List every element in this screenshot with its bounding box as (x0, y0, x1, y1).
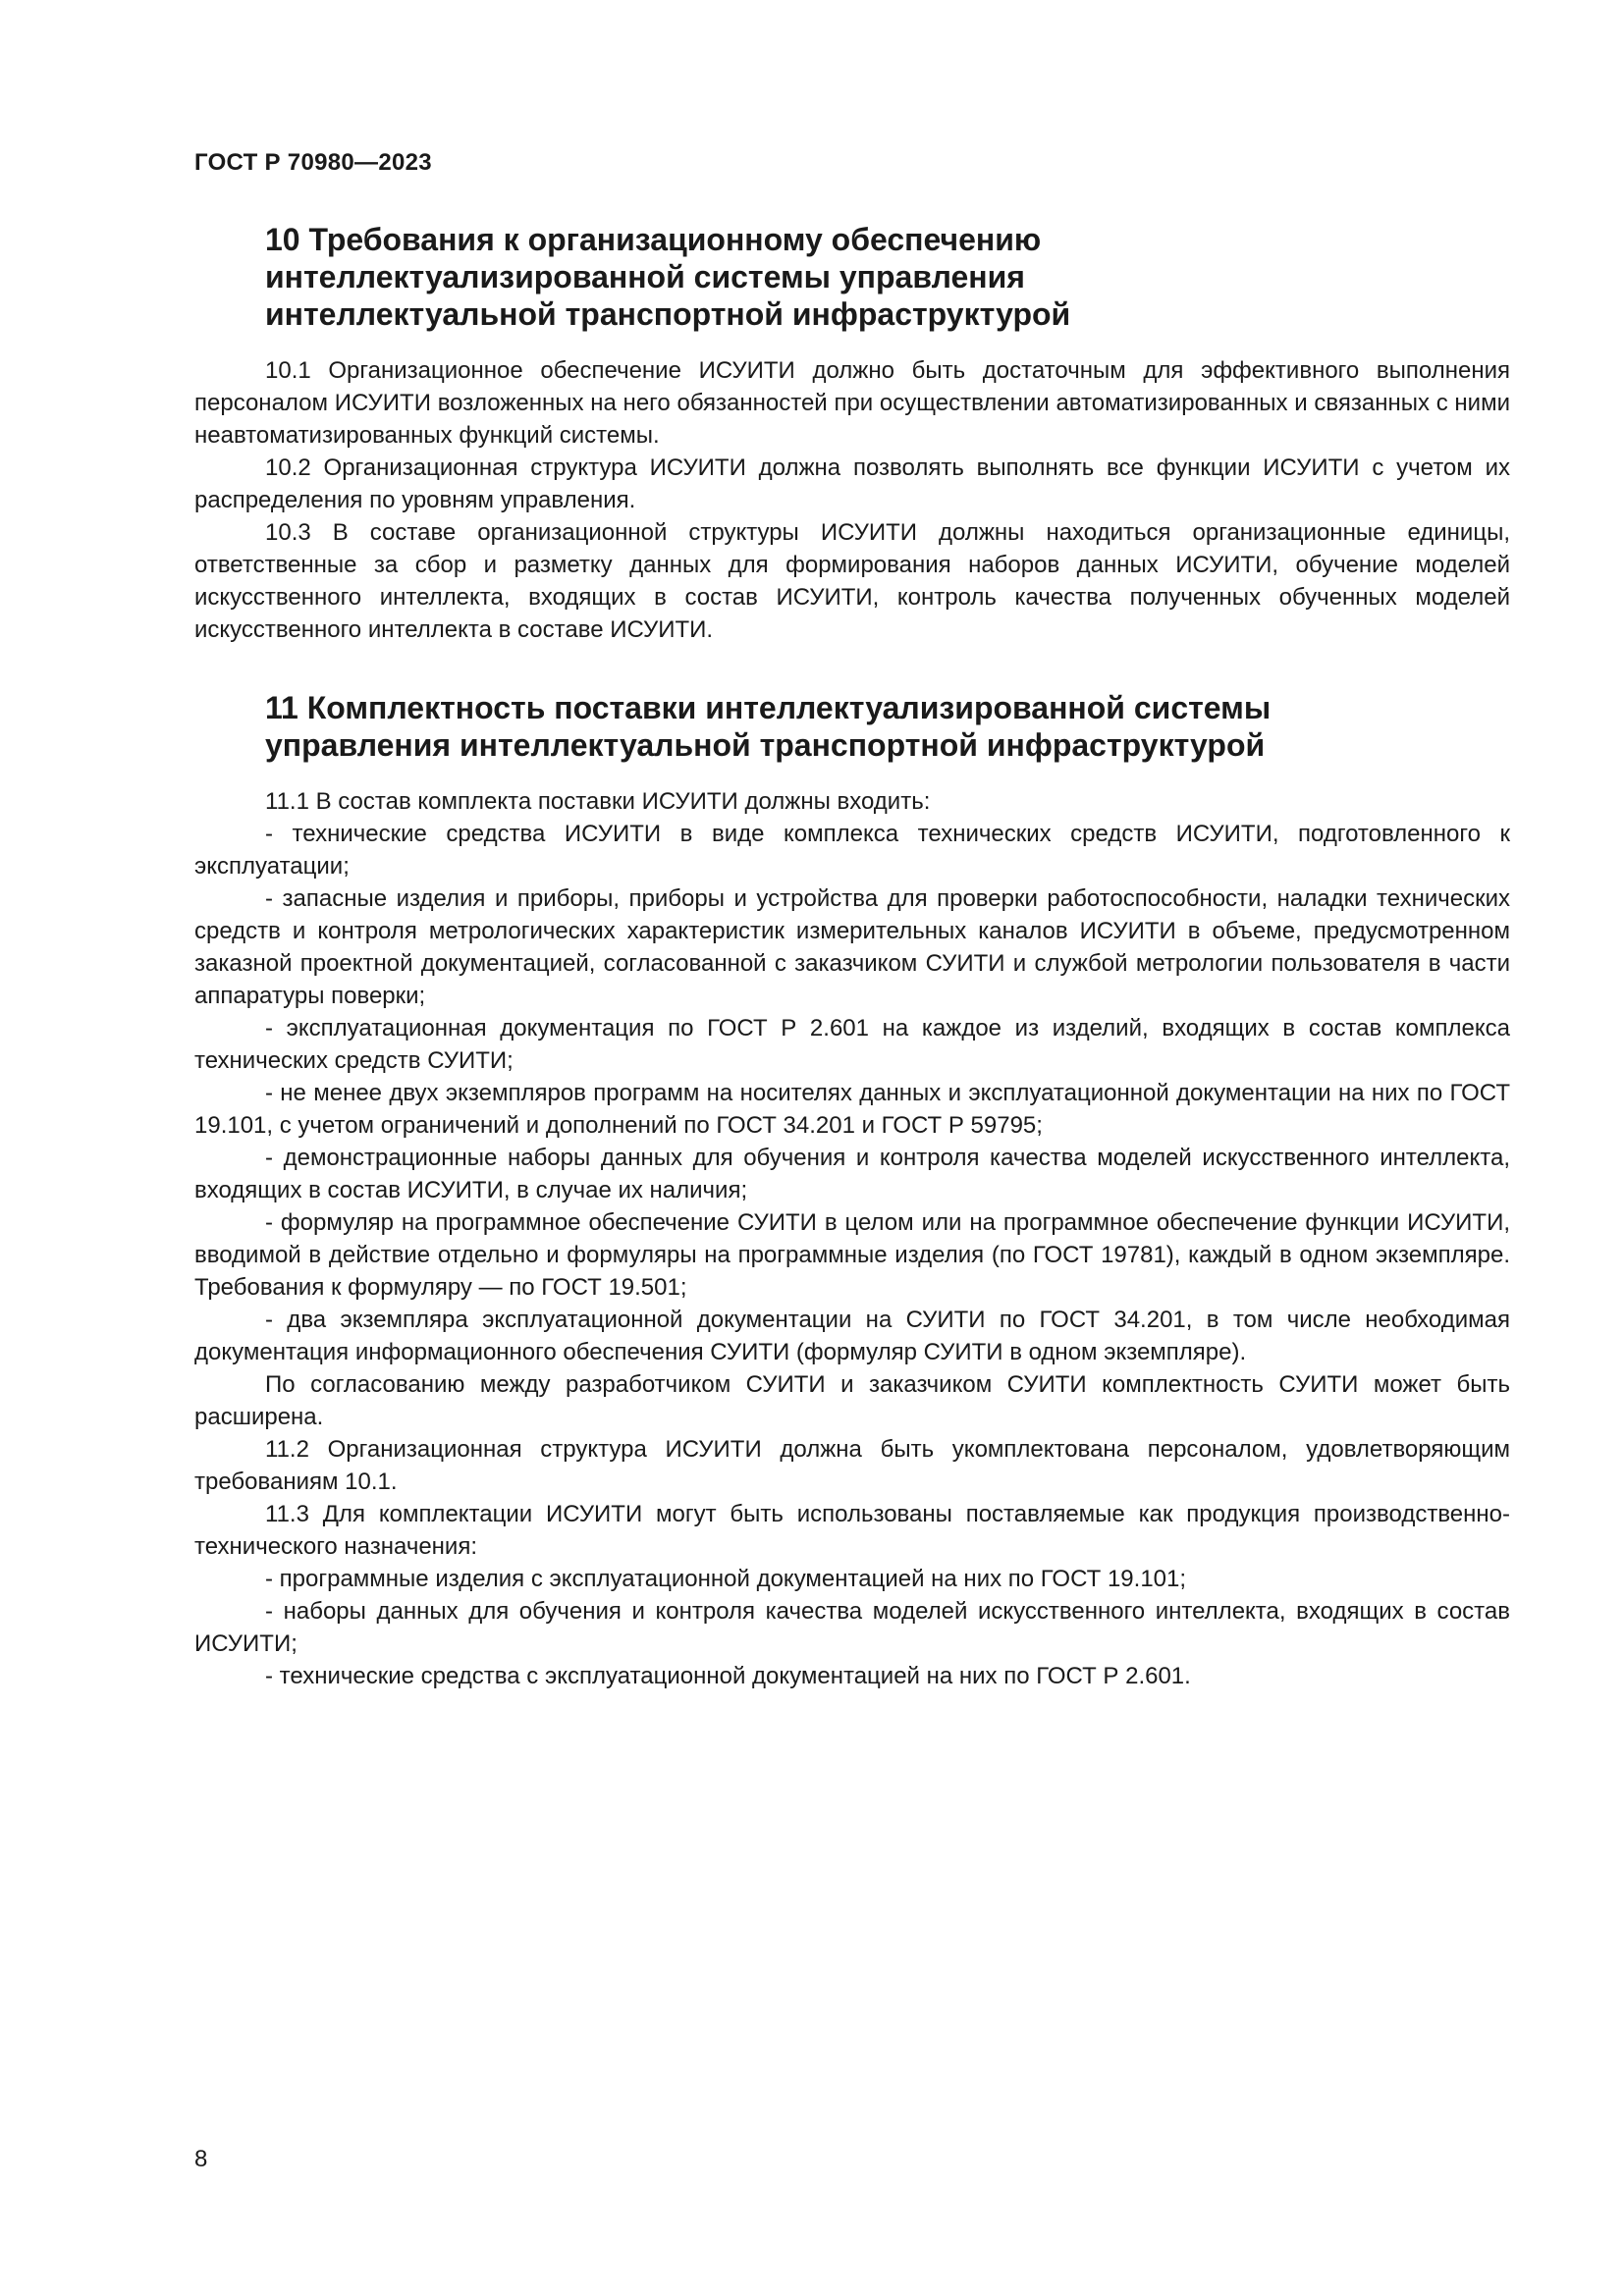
section-10-title (265, 221, 1510, 333)
section-11-title (265, 689, 1510, 764)
list-item: - наборы данных для обучения и контроля качества моделей искусственного интеллекта, входящих в состав ИСУИТИ; (194, 1598, 1510, 1657)
paragraph-10-3: 10.3 В составе организационной структуры ИСУИТИ должны находиться организационные единицы, ответственные за сбор и разметку данных для формирования наборов данных ИСУИТИ, обучение моделей искусственного интеллекта, входящих в состав ИСУИТИ, контроль качества полученных обученных моделей искусственного интеллекта в составе ИСУИТИ. (194, 519, 1510, 643)
section-11-title-line: 11 Комплектность поставки интеллектуализированной системы (265, 690, 1272, 725)
section-10-title-line: 10 Требования к организационному обеспечению (265, 222, 1042, 257)
section-10-title-line: интеллектуальной транспортной инфраструктурой (265, 296, 1071, 332)
section-11-title-line: управления интеллектуальной транспортной инфраструктурой (265, 727, 1266, 763)
page-number: 8 (194, 2146, 208, 2172)
section-10-title-line: интеллектуализированной системы управления (265, 259, 1025, 294)
paragraph-11-1: 11.1 В состав комплекта поставки ИСУИТИ должны входить: (265, 788, 931, 815)
agreement-paragraph: По согласованию между разработчиком СУИТИ и заказчиком СУИТИ комплектность СУИТИ может быть расширена. (194, 1371, 1510, 1430)
page-content (194, 221, 1510, 1692)
paragraph-11-3: 11.3 Для комплектации ИСУИТИ могут быть использованы поставляемые как продукция производственно-технического назначения: (194, 1501, 1510, 1560)
paragraph-11-2: 11.2 Организационная структура ИСУИТИ должна быть укомплектована персоналом, удовлетворяющим требованиям 10.1. (194, 1436, 1510, 1495)
list-item: - технические средства ИСУИТИ в виде комплекса технических средств ИСУИТИ, подготовленного к эксплуатации; (194, 821, 1510, 880)
list-item: - не менее двух экземпляров программ на носителях данных и эксплуатационной документации на них по ГОСТ 19.101, с учетом ограничений и дополнений по ГОСТ 34.201 и ГОСТ Р 59795; (194, 1080, 1510, 1139)
list-item: - эксплуатационная документация по ГОСТ Р 2.601 на каждое из изделий, входящих в состав комплекса технических средств СУИТИ; (194, 1015, 1510, 1074)
list-item: - формуляр на программное обеспечение СУИТИ в целом или на программное обеспечение функции ИСУИТИ, вводимой в действие отдельно и формуляры на программные изделия (по ГОСТ 19781), каждый в одном экземпляре. Требования к формуляру — по ГОСТ 19.501; (194, 1209, 1510, 1301)
list-item: - запасные изделия и приборы, приборы и устройства для проверки работоспособности, наладки технических средств и контроля метрологических характеристик измерительных каналов ИСУИТИ в объеме, предусмотренном заказной проектной документацией, согласованной с заказчиком СУИТИ и службой метрологии пользователя в части аппаратуры поверки; (194, 885, 1510, 1009)
list-item: - демонстрационные наборы данных для обучения и контроля качества моделей искусственного интеллекта, входящих в состав ИСУИТИ, в случае их наличия; (194, 1145, 1510, 1203)
list-item: - технические средства с эксплуатационной документацией на них по ГОСТ Р 2.601. (265, 1663, 1191, 1689)
paragraph-10-2: 10.2 Организационная структура ИСУИТИ должна позволять выполнять все функции ИСУИТИ с учетом их распределения по уровням управления. (194, 454, 1510, 513)
list-item: - два экземпляра эксплуатационной документации на СУИТИ по ГОСТ 34.201, в том числе необходимая документация информационного обеспечения СУИТИ (формуляр СУИТИ в одном экземпляре). (194, 1307, 1510, 1365)
document-code: ГОСТ Р 70980—2023 (194, 149, 432, 176)
list-item: - программные изделия с эксплуатационной документацией на них по ГОСТ 19.101; (265, 1566, 1187, 1592)
paragraph-10-1: 10.1 Организационное обеспечение ИСУИТИ должно быть достаточным для эффективного выполнения персоналом ИСУИТИ возложенных на него обязанностей при осуществлении автоматизированных и связанных с ними неавтоматизированных функций системы. (194, 357, 1510, 449)
